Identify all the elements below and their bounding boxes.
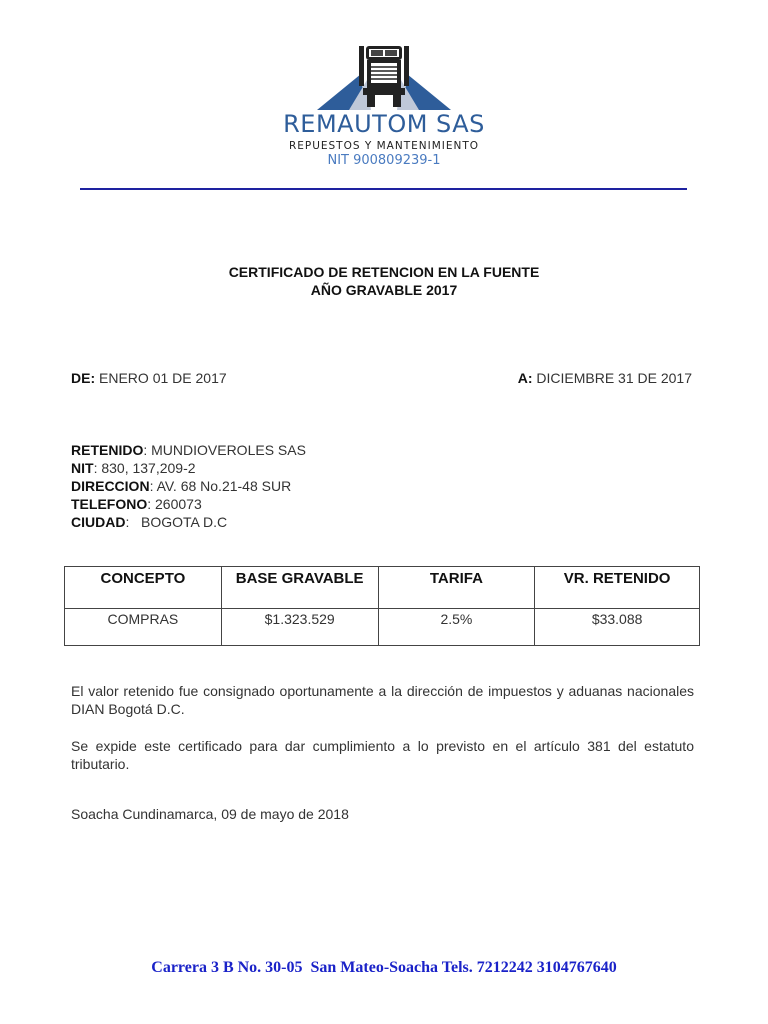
header-divider xyxy=(80,188,687,190)
retenido-row xyxy=(71,441,306,459)
company-nit: NIT 900809239-1 xyxy=(327,153,441,168)
period-to xyxy=(518,370,692,386)
truck-icon xyxy=(309,40,459,112)
cell-vr-retenido: $33.088 xyxy=(535,609,700,646)
retenido-value: : MUNDIOVEROLES SAS xyxy=(143,442,306,458)
table-row xyxy=(65,609,700,646)
telefono-value: : 260073 xyxy=(147,496,202,512)
retenido-label: RETENIDO xyxy=(71,442,144,458)
period-from xyxy=(71,370,227,386)
direccion-row xyxy=(71,477,306,495)
retention-table xyxy=(64,566,700,646)
period-from-value: ENERO 01 DE 2017 xyxy=(95,370,227,386)
purpose-paragraph: Se expide este certificado para dar cumplimiento a lo previsto en el artículo 381 del estatuto tributario. xyxy=(71,738,694,772)
period-from-label: DE: xyxy=(71,370,96,386)
nit-value: : 830, 137,209-2 xyxy=(93,460,196,476)
header-concepto: CONCEPTO xyxy=(65,567,222,609)
header-base-gravable: BASE GRAVABLE xyxy=(221,567,378,609)
footer-address: Carrera 3 B No. 30-05 San Mateo-Soacha Tels. 7212242 3104767640 xyxy=(151,959,617,976)
cell-base-gravable: $1.323.529 xyxy=(221,609,378,646)
document-title-line2: AÑO GRAVABLE 2017 xyxy=(310,282,458,298)
cell-concepto: COMPRAS xyxy=(65,609,222,646)
nit-label: NIT xyxy=(71,460,94,476)
header-vr-retenido: VR. RETENIDO xyxy=(535,567,700,609)
place-date: Soacha Cundinamarca, 09 de mayo de 2018 xyxy=(71,806,349,822)
period-to-label: A: xyxy=(517,370,533,386)
company-tagline: REPUESTOS Y MANTENIMIENTO xyxy=(288,140,480,152)
company-name: REMAUTOM SAS xyxy=(283,110,485,138)
consignment-paragraph: El valor retenido fue consignado oportunamente a la dirección de impuestos y aduanas nacionales DIAN Bogotá D.C. xyxy=(71,683,694,717)
cell-tarifa: 2.5% xyxy=(378,609,535,646)
direccion-label: DIRECCION xyxy=(71,478,150,494)
document-title-line1: CERTIFICADO DE RETENCION EN LA FUENTE xyxy=(228,264,540,280)
retenido-info xyxy=(71,441,306,531)
ciudad-label: CIUDAD xyxy=(71,514,126,530)
telefono-label: TELEFONO xyxy=(71,496,148,512)
ciudad-value: : BOGOTA D.C xyxy=(125,514,228,530)
header-tarifa: TARIFA xyxy=(378,567,535,609)
telefono-row xyxy=(71,495,306,513)
table-header-row xyxy=(65,567,700,609)
document-title xyxy=(0,263,768,299)
company-logo xyxy=(0,40,768,112)
ciudad-row xyxy=(71,513,306,531)
period-to-value: DICIEMBRE 31 DE 2017 xyxy=(532,370,692,386)
nit-row xyxy=(71,459,306,477)
direccion-value: : AV. 68 No.21-48 SUR xyxy=(149,478,292,494)
